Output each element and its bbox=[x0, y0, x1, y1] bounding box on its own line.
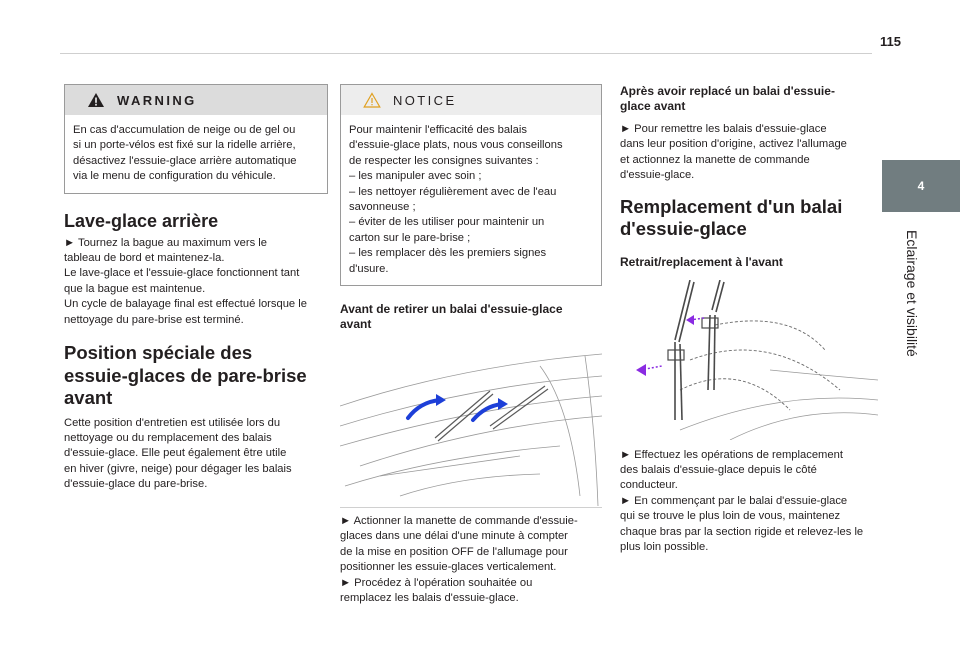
notice-line: – les manipuler avec soin ; bbox=[349, 170, 482, 183]
before-removal-text bbox=[340, 514, 602, 606]
windshield-wipers-illustration bbox=[340, 346, 602, 508]
column-left bbox=[64, 84, 328, 493]
notice-line: Pour maintenir l'efficacité des balais bbox=[349, 124, 527, 136]
notice-line: de respecter les consignes suivantes : bbox=[349, 154, 539, 167]
warning-line: En cas d'accumulation de neige ou de gel ou bbox=[73, 124, 296, 136]
chapter-number: 4 bbox=[917, 179, 925, 193]
before-removal-heading bbox=[340, 302, 602, 332]
warning-line: si un porte-vélos est fixé sur la ridelle arrière, bbox=[73, 139, 296, 152]
replacement-text bbox=[620, 448, 878, 556]
heading-line: glace avant bbox=[620, 99, 686, 113]
wiper-arm-drawing bbox=[620, 280, 878, 440]
after-replace-heading bbox=[620, 84, 878, 114]
text-line: en hiver (givre, neige) pour dégager les balais bbox=[64, 462, 292, 475]
notice-label: NOTICE bbox=[393, 92, 457, 108]
text-line: dans leur position d'origine, activez l'allumage bbox=[620, 138, 847, 151]
title-line: Remplacement d'un balai bbox=[620, 195, 843, 217]
chapter-tab bbox=[882, 160, 960, 212]
page-number: 115 bbox=[880, 34, 901, 49]
warning-label: WARNING bbox=[117, 92, 197, 108]
special-position-title bbox=[64, 342, 328, 410]
warning-text bbox=[65, 115, 327, 193]
car-windshield-drawing bbox=[340, 346, 602, 508]
title-line: avant bbox=[64, 387, 113, 409]
notice-header bbox=[341, 85, 601, 115]
text-line: ► En commençant par le balai d'essuie-glace bbox=[620, 494, 848, 507]
text-line: d'essuie-glace. Elle peut également être utile bbox=[64, 447, 287, 460]
text-line: nettoyage du pare-brise est terminé. bbox=[64, 313, 244, 326]
text-line: des balais d'essuie-glace depuis le côté bbox=[620, 464, 817, 477]
notice-line: d'essuie-glace plats, nous vous conseillons bbox=[349, 139, 563, 152]
text-line: positionner les essuie-glaces verticalement. bbox=[340, 561, 557, 574]
notice-line: carton sur le pare-brise ; bbox=[349, 231, 471, 244]
text-line: conducteur. bbox=[620, 479, 678, 492]
title-line: d'essuie-glace bbox=[620, 218, 747, 240]
arrow-icon bbox=[408, 400, 440, 418]
special-position-text bbox=[64, 416, 328, 493]
title-line: essuie-glaces de pare-brise bbox=[64, 364, 307, 386]
text-line: ► Pour remettre les balais d'essuie-glace bbox=[620, 123, 827, 135]
notice-line: d'usure. bbox=[349, 262, 389, 275]
top-rule bbox=[60, 53, 872, 54]
notice-line: – les remplacer dès les premiers signes bbox=[349, 247, 547, 260]
warning-line: désactivez l'essuie-glace arrière automatique bbox=[73, 154, 297, 167]
text-line: glaces dans une délai d'une minute à compter bbox=[340, 530, 568, 543]
chapter-title-text: Eclairage et visibilité bbox=[904, 230, 920, 357]
text-line: Le lave-glace et l'essuie-glace fonctionnent tant bbox=[64, 267, 300, 280]
text-line: ► Tournez la bague au maximum vers le bbox=[64, 236, 268, 249]
text-line: Un cycle de balayage final est effectué lorsque le bbox=[64, 298, 307, 311]
text-line: d'essuie-glace du pare-brise. bbox=[64, 478, 208, 491]
title-line: Position spéciale des bbox=[64, 342, 253, 364]
text-line: ► Procédez à l'opération souhaitée ou bbox=[340, 576, 533, 589]
chapter-title bbox=[904, 230, 924, 390]
after-replace-text bbox=[620, 122, 878, 184]
heading-line: avant bbox=[340, 317, 372, 332]
notice-text bbox=[341, 115, 601, 285]
text-line: de la mise en position OFF de l'allumage pour bbox=[340, 545, 568, 558]
warning-line: via le menu de configuration du véhicule. bbox=[73, 170, 276, 183]
notice-box bbox=[340, 84, 602, 286]
warning-icon bbox=[87, 92, 105, 108]
heading-line: Avant de retirer un balai d'essuie-glace bbox=[340, 302, 563, 317]
text-line: ► Effectuez les opérations de remplacement bbox=[620, 448, 843, 461]
notice-line: – éviter de les utiliser pour maintenir un bbox=[349, 216, 545, 229]
notice-line: – les nettoyer régulièrement avec de l'eau bbox=[349, 185, 557, 198]
notice-icon bbox=[363, 92, 381, 108]
column-middle bbox=[340, 84, 602, 607]
detach-arrow-icon bbox=[640, 318, 704, 370]
text-line: nettoyage ou du remplacement des balais bbox=[64, 431, 272, 444]
text-line: remplacez les balais d'essuie-glace. bbox=[340, 592, 519, 605]
warning-box bbox=[64, 84, 328, 194]
replacement-title bbox=[620, 196, 878, 241]
text-line: que la bague est maintenue. bbox=[64, 282, 206, 295]
column-right bbox=[620, 84, 878, 555]
heading-line: Après avoir replacé un balai d'essuie- bbox=[620, 84, 835, 98]
text-line: d'essuie-glace. bbox=[620, 169, 695, 182]
rear-washer-text bbox=[64, 236, 328, 328]
text-line: et actionnez la manette de commande bbox=[620, 153, 810, 166]
text-line: ► Actionner la manette de commande d'essuie- bbox=[340, 515, 578, 528]
notice-line: savonneuse ; bbox=[349, 201, 416, 214]
rear-washer-title: Lave-glace arrière bbox=[64, 210, 219, 231]
text-line: Cette position d'entretien est utilisée lors du bbox=[64, 416, 281, 429]
warning-header bbox=[65, 85, 327, 115]
text-line: chaque bras par la section rigide et relevez-les le bbox=[620, 525, 864, 538]
replacement-subheading: Retrait/replacement à l'avant bbox=[620, 254, 783, 269]
text-line: plus loin possible. bbox=[620, 541, 709, 554]
wiper-replacement-illustration bbox=[620, 280, 878, 440]
text-line: tableau de bord et maintenez-la. bbox=[64, 252, 225, 265]
text-line: qui se trouve le plus loin de vous, maintenez bbox=[620, 510, 841, 523]
